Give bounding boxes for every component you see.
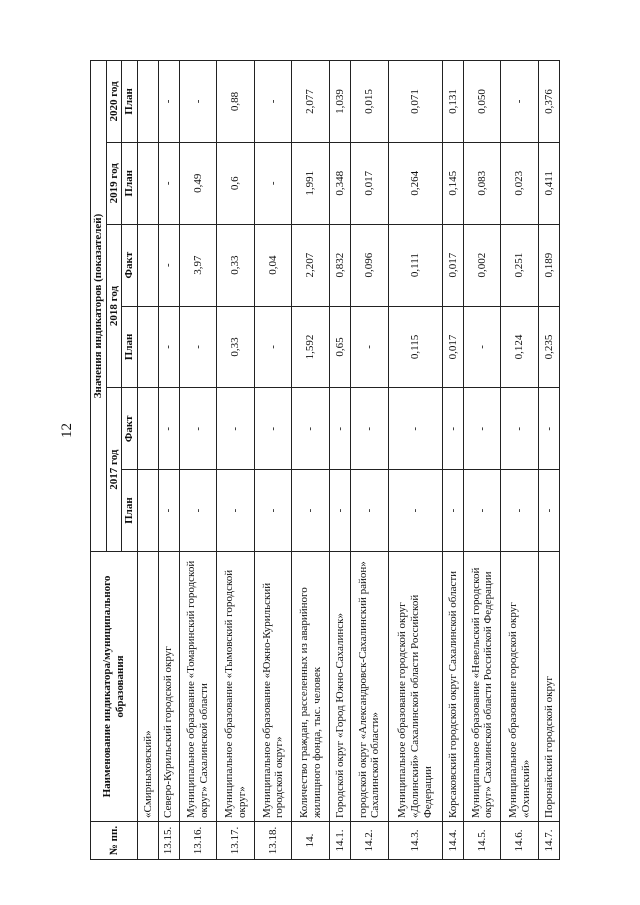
row-number: 14.5. bbox=[463, 822, 501, 860]
row-value: 0,071 bbox=[388, 61, 442, 143]
row-value: 0,376 bbox=[539, 61, 560, 143]
row-value: 0,111 bbox=[388, 224, 442, 306]
table-row bbox=[179, 61, 217, 860]
table-row bbox=[330, 61, 351, 860]
row-value: - bbox=[179, 470, 217, 552]
row-value bbox=[137, 142, 158, 224]
header-num: № пп. bbox=[91, 822, 138, 860]
row-value: - bbox=[254, 470, 292, 552]
row-value: 0,015 bbox=[350, 61, 388, 143]
row-value: 0,002 bbox=[463, 224, 501, 306]
row-name: Количество граждан, расселенных из аварийного жилищного фонда, тыс. человек bbox=[292, 552, 330, 822]
row-value: 0,189 bbox=[539, 224, 560, 306]
row-value: 0,88 bbox=[217, 61, 255, 143]
row-value: 2,207 bbox=[292, 224, 330, 306]
header-year-2019: 2019 год bbox=[106, 142, 122, 224]
row-name: «Смирныховский» bbox=[137, 552, 158, 822]
table-row bbox=[217, 61, 255, 860]
row-number: 14.3. bbox=[388, 822, 442, 860]
row-value: - bbox=[292, 470, 330, 552]
row-value: - bbox=[501, 470, 539, 552]
row-value: - bbox=[158, 470, 179, 552]
row-number: 14. bbox=[292, 822, 330, 860]
row-number: 13.18. bbox=[254, 822, 292, 860]
row-value: 0,251 bbox=[501, 224, 539, 306]
row-value: - bbox=[463, 470, 501, 552]
row-value: - bbox=[350, 388, 388, 470]
row-value: 0,124 bbox=[501, 306, 539, 388]
row-name: Корсаковский городской округ Сахалинской области bbox=[443, 552, 464, 822]
row-value: - bbox=[501, 388, 539, 470]
row-value: - bbox=[463, 306, 501, 388]
row-value bbox=[137, 388, 158, 470]
row-value: - bbox=[158, 142, 179, 224]
row-value: 1,991 bbox=[292, 142, 330, 224]
row-value: - bbox=[330, 470, 351, 552]
row-name: Муниципальное образование «Невельский городской округ» Сахалинской области Российской Федерации bbox=[463, 552, 501, 822]
header-plan: План bbox=[122, 306, 138, 388]
row-number: 13.15. bbox=[158, 822, 179, 860]
row-value: 0,017 bbox=[443, 306, 464, 388]
row-number: 14.6. bbox=[501, 822, 539, 860]
row-value: - bbox=[158, 388, 179, 470]
header-values: Значения индикаторов (показателей) bbox=[91, 61, 107, 552]
row-value bbox=[137, 224, 158, 306]
row-value: 0,6 bbox=[217, 142, 255, 224]
row-name: Муниципальное образование городской округ «Долинский» Сахалинской области Российской Федерации bbox=[388, 552, 442, 822]
row-number: 13.17. bbox=[217, 822, 255, 860]
row-name: Муниципальное образование «Томаринский городской округ» Сахалинской области bbox=[179, 552, 217, 822]
table-row bbox=[158, 61, 179, 860]
row-value: 3,97 bbox=[179, 224, 217, 306]
header-year-2020: 2020 год bbox=[106, 61, 122, 143]
row-value: 0,04 bbox=[254, 224, 292, 306]
row-number bbox=[137, 822, 158, 860]
row-name: Муниципальное образование городской округ «Охинский» bbox=[501, 552, 539, 822]
table-row bbox=[254, 61, 292, 860]
row-value: 1,592 bbox=[292, 306, 330, 388]
row-value: 1,039 bbox=[330, 61, 351, 143]
row-name: Городской округ «Город Южно-Сахалинск» bbox=[330, 552, 351, 822]
header-year-2017: 2017 год bbox=[106, 388, 122, 552]
row-value: - bbox=[539, 470, 560, 552]
row-value: - bbox=[179, 61, 217, 143]
row-value bbox=[137, 470, 158, 552]
table-body bbox=[137, 61, 559, 860]
row-value bbox=[137, 306, 158, 388]
page-number: 12 bbox=[59, 423, 75, 438]
row-value: - bbox=[539, 388, 560, 470]
row-value: 0,264 bbox=[388, 142, 442, 224]
row-value: 0,832 bbox=[330, 224, 351, 306]
table-row bbox=[292, 61, 330, 860]
header-fact: Факт bbox=[122, 388, 138, 470]
row-value: - bbox=[501, 61, 539, 143]
row-value: 0,131 bbox=[443, 61, 464, 143]
row-value: - bbox=[330, 388, 351, 470]
row-name: Северо-Курильский городской округ bbox=[158, 552, 179, 822]
row-value: 0,145 bbox=[443, 142, 464, 224]
table-row bbox=[350, 61, 388, 860]
row-value: 2,077 bbox=[292, 61, 330, 143]
indicators-table bbox=[90, 60, 560, 860]
table-row bbox=[137, 61, 158, 860]
row-value: 0,017 bbox=[350, 142, 388, 224]
row-value: 0,023 bbox=[501, 142, 539, 224]
row-name: Муниципальное образование «Южно-Курильский городской округ» bbox=[254, 552, 292, 822]
row-value: 0,411 bbox=[539, 142, 560, 224]
row-name: Муниципальное образование «Тымовский городской округ» bbox=[217, 552, 255, 822]
header-plan: План bbox=[122, 61, 138, 143]
table-row bbox=[463, 61, 501, 860]
row-number: 14.2. bbox=[350, 822, 388, 860]
row-value: - bbox=[158, 306, 179, 388]
row-value: - bbox=[254, 306, 292, 388]
row-value: - bbox=[443, 470, 464, 552]
row-value: - bbox=[254, 142, 292, 224]
row-number: 14.1. bbox=[330, 822, 351, 860]
row-value: 0,235 bbox=[539, 306, 560, 388]
row-value: 0,33 bbox=[217, 224, 255, 306]
row-value: - bbox=[158, 224, 179, 306]
header-year-2018: 2018 год bbox=[106, 224, 122, 388]
row-value: - bbox=[254, 61, 292, 143]
row-number: 13.16. bbox=[179, 822, 217, 860]
row-value: - bbox=[254, 388, 292, 470]
table-row bbox=[501, 61, 539, 860]
row-value: - bbox=[388, 388, 442, 470]
row-value: - bbox=[388, 470, 442, 552]
header-plan: План bbox=[122, 142, 138, 224]
row-value: - bbox=[443, 388, 464, 470]
row-name: Поронайский городской округ bbox=[539, 552, 560, 822]
row-value: - bbox=[179, 388, 217, 470]
row-value: 0,096 bbox=[350, 224, 388, 306]
header-fact: Факт bbox=[122, 224, 138, 306]
row-value: - bbox=[217, 470, 255, 552]
row-value: 0,115 bbox=[388, 306, 442, 388]
table-row bbox=[388, 61, 442, 860]
table-row bbox=[443, 61, 464, 860]
row-value: - bbox=[350, 306, 388, 388]
row-value: - bbox=[158, 61, 179, 143]
row-value: - bbox=[350, 470, 388, 552]
row-value: - bbox=[463, 388, 501, 470]
table-row bbox=[539, 61, 560, 860]
row-name: городской округ «Александровск-Сахалинский район» Сахалинской области» bbox=[350, 552, 388, 822]
row-value: 0,017 bbox=[443, 224, 464, 306]
row-value: 0,65 bbox=[330, 306, 351, 388]
row-number: 14.7. bbox=[539, 822, 560, 860]
rotated-table-wrapper bbox=[90, 60, 560, 860]
header-plan: План bbox=[122, 470, 138, 552]
row-number: 14.4. bbox=[443, 822, 464, 860]
row-value: 0,083 bbox=[463, 142, 501, 224]
row-value: - bbox=[179, 306, 217, 388]
row-value: 0,348 bbox=[330, 142, 351, 224]
row-value: 0,33 bbox=[217, 306, 255, 388]
row-value: 0,050 bbox=[463, 61, 501, 143]
row-value bbox=[137, 61, 158, 143]
header-name: Наименование индикатора/муниципального образования bbox=[91, 552, 138, 822]
row-value: - bbox=[292, 388, 330, 470]
row-value: - bbox=[217, 388, 255, 470]
row-value: 0,49 bbox=[179, 142, 217, 224]
